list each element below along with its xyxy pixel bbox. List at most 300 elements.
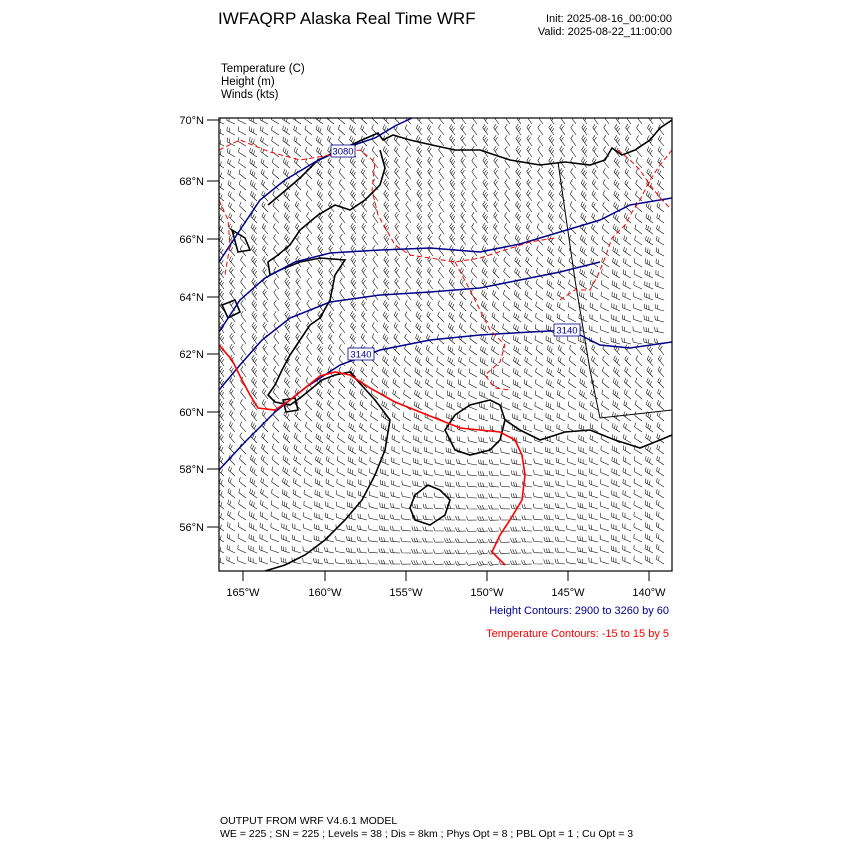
wind-barb <box>645 293 653 301</box>
wind-barb <box>230 388 235 399</box>
wind-barb <box>569 235 576 245</box>
wind-barb <box>416 114 422 125</box>
wind-barb <box>241 322 246 333</box>
wind-barb <box>448 323 455 333</box>
wind-barb <box>273 202 279 212</box>
wind-barb <box>327 445 335 454</box>
wind-barb <box>471 256 477 267</box>
wind-barb <box>566 525 576 531</box>
wind-barb <box>557 336 565 344</box>
wind-barb <box>403 412 411 421</box>
wind-barb <box>427 278 433 289</box>
wind-barb <box>505 190 510 201</box>
wind-barb <box>316 136 323 146</box>
wind-barb <box>656 247 664 256</box>
wind-barb <box>548 201 554 212</box>
wind-barb <box>483 223 489 234</box>
wind-barb <box>326 490 334 498</box>
wind-barb <box>524 379 532 388</box>
wind-barb <box>524 413 532 421</box>
wind-barb <box>535 402 543 410</box>
wind-barb <box>406 201 411 212</box>
wind-barb <box>567 503 576 509</box>
wind-barb <box>317 344 323 355</box>
wind-barb <box>634 247 642 256</box>
wind-barb <box>435 447 444 454</box>
wind-barb <box>547 279 554 289</box>
wind-barb <box>658 169 664 179</box>
wind-barb <box>538 179 543 190</box>
wind-barb <box>252 377 258 388</box>
wind-barb <box>535 379 543 388</box>
wind-barb <box>316 422 323 432</box>
wind-barb <box>305 115 312 124</box>
wind-barb <box>384 234 389 245</box>
wind-barb <box>546 379 554 388</box>
wind-barb <box>325 524 334 531</box>
wind-barb <box>217 181 224 191</box>
wind-barb <box>636 180 642 190</box>
wind-barb <box>645 456 653 465</box>
wind-barb <box>460 301 466 311</box>
wind-barb <box>346 536 356 542</box>
wind-barb <box>635 236 642 245</box>
wind-barb <box>634 534 642 542</box>
wind-barb <box>600 546 609 553</box>
wind-barb <box>316 125 323 135</box>
wind-barb <box>318 289 323 300</box>
wind-barb <box>274 300 279 311</box>
wind-barb <box>368 537 378 542</box>
wind-barb <box>658 135 664 146</box>
wind-barb <box>238 545 246 553</box>
wind-barb <box>513 402 521 410</box>
wind-barb <box>548 190 554 201</box>
wind-barb <box>272 455 279 465</box>
wind-barb <box>469 391 477 399</box>
wind-barb <box>635 378 642 388</box>
wind-barb <box>392 412 400 421</box>
wind-barb <box>580 280 588 289</box>
wind-barb <box>611 326 620 333</box>
wind-barb <box>549 157 554 168</box>
wind-barb <box>578 514 587 520</box>
wind-barb <box>491 368 499 377</box>
wind-barb <box>403 435 411 443</box>
wind-barb <box>658 113 664 124</box>
wind-barb <box>645 500 653 509</box>
wind-barb <box>405 334 411 344</box>
wind-barb <box>426 379 434 388</box>
wind-barb <box>634 304 643 311</box>
wind-barb <box>525 279 532 289</box>
wind-barb <box>283 147 290 157</box>
wind-barb <box>579 401 587 410</box>
wind-barb <box>477 561 488 566</box>
wind-barb <box>274 344 279 355</box>
wind-barb <box>371 367 378 377</box>
wind-barb <box>438 124 444 135</box>
wind-barb <box>603 168 609 179</box>
wind-barb <box>411 560 422 564</box>
wind-barb <box>544 559 554 564</box>
wind-barb <box>351 223 356 234</box>
wind-barb <box>228 191 235 201</box>
wind-barb <box>447 402 455 410</box>
wind-barb <box>533 538 543 543</box>
wind-barb <box>417 190 422 201</box>
wind-barb <box>252 300 257 311</box>
wind-barb <box>536 279 543 289</box>
wind-barb <box>505 146 510 157</box>
wind-barb <box>314 524 323 531</box>
wind-barb <box>327 400 334 410</box>
wind-barb <box>625 367 632 377</box>
wind-barb <box>405 289 411 300</box>
wind-barb <box>526 212 532 223</box>
wind-barb <box>303 558 312 564</box>
wind-barb <box>304 490 312 498</box>
wind-barb <box>589 524 598 531</box>
wind-barb <box>655 293 664 300</box>
wind-barb <box>592 202 598 212</box>
wind-barb <box>329 223 334 234</box>
wind-barb <box>591 367 598 377</box>
wind-barb <box>285 333 290 344</box>
wind-barb <box>262 433 268 443</box>
wind-barb <box>549 146 554 157</box>
wind-barb <box>361 311 367 322</box>
wind-barb <box>271 489 279 498</box>
wind-barb <box>645 270 653 278</box>
wind-barb <box>623 303 631 311</box>
wind-barb <box>635 213 642 223</box>
wind-barb <box>416 124 422 135</box>
wind-barb <box>227 137 235 146</box>
wind-barb <box>260 126 268 135</box>
wind-barb <box>590 291 598 300</box>
wind-barb <box>533 560 544 564</box>
wind-barb <box>590 435 598 443</box>
wind-barb <box>510 560 521 564</box>
wind-barb <box>250 489 257 498</box>
wind-barb <box>252 322 257 333</box>
wind-barb <box>461 234 466 245</box>
wind-barb <box>371 412 378 421</box>
wind-barb <box>380 480 389 487</box>
wind-barb <box>239 159 246 168</box>
coastline-peninsula <box>265 378 390 571</box>
wind-barb <box>567 514 577 520</box>
wind-barb <box>546 424 554 432</box>
wind-barb <box>455 550 466 554</box>
wind-barb <box>533 504 543 509</box>
wind-barb <box>516 157 521 168</box>
wind-barb <box>511 493 521 498</box>
wind-barb <box>424 470 433 476</box>
wind-barb <box>450 190 455 201</box>
wind-barb <box>372 334 378 345</box>
wind-barb <box>656 489 664 498</box>
wind-barb <box>395 190 400 201</box>
wind-barb <box>239 489 246 499</box>
wind-barb <box>472 135 477 146</box>
wind-barb <box>515 212 521 223</box>
wind-barb <box>537 224 543 235</box>
wind-barb <box>384 212 389 223</box>
wind-barb <box>282 512 290 520</box>
wind-barb <box>391 469 400 476</box>
wind-barb <box>326 456 334 465</box>
wind-barb <box>273 223 279 234</box>
wind-barb <box>346 559 356 564</box>
wind-barb <box>251 245 257 256</box>
wind-barb <box>549 124 554 135</box>
wind-barb <box>645 467 653 476</box>
wind-barb <box>304 501 312 509</box>
wind-barb <box>340 223 345 234</box>
wind-barb <box>329 311 334 322</box>
lat-tick-64: 64°N <box>179 292 204 304</box>
wind-barb <box>525 302 532 311</box>
wind-barb <box>438 267 444 278</box>
wind-barb <box>274 355 279 366</box>
wind-barb <box>340 289 345 300</box>
wind-barb <box>466 516 477 520</box>
wind-barb <box>390 526 400 531</box>
wind-barb <box>482 268 488 278</box>
wind-barb <box>382 367 389 377</box>
wind-barb <box>600 502 609 509</box>
wind-barb <box>656 478 664 487</box>
wind-barb <box>315 467 323 476</box>
wind-barb <box>591 356 598 366</box>
wind-barb <box>325 513 334 520</box>
wind-barb <box>379 537 389 542</box>
wind-barb <box>351 212 356 223</box>
wind-barb <box>511 527 522 531</box>
wind-barb <box>580 246 587 256</box>
wind-barb <box>450 157 455 168</box>
wind-barb <box>406 234 411 245</box>
wind-barb <box>417 201 422 212</box>
wind-barb <box>623 479 631 487</box>
wind-barb <box>494 157 499 168</box>
wind-barb <box>229 267 235 278</box>
wind-barb <box>483 135 488 146</box>
wind-barb <box>625 169 631 180</box>
wind-barb <box>296 311 301 322</box>
wind-barb <box>438 113 444 124</box>
wind-barb <box>317 180 323 191</box>
wind-barb <box>328 179 334 190</box>
wind-barb <box>556 481 565 487</box>
wind-barb <box>571 124 576 135</box>
wind-barb <box>545 458 554 465</box>
wind-barb <box>444 538 455 542</box>
coastline-seward <box>268 150 385 325</box>
wind-barb <box>580 390 588 399</box>
wind-barb <box>612 457 620 465</box>
wind-barb <box>416 301 422 312</box>
wind-barb <box>645 478 653 487</box>
wind-barb <box>503 290 510 300</box>
wind-barb <box>238 127 246 136</box>
wind-barb <box>535 425 543 433</box>
wind-barb <box>317 169 323 179</box>
wind-barb <box>360 400 367 410</box>
wind-barb <box>252 311 257 322</box>
wind-barb <box>433 538 444 542</box>
wind-barb <box>238 148 246 157</box>
wind-barb <box>415 356 422 366</box>
wind-barb <box>261 148 268 157</box>
wind-barb <box>381 469 389 477</box>
wind-barb <box>337 468 345 476</box>
wind-barb <box>655 327 665 333</box>
wind-barb <box>655 316 664 322</box>
contour-label-3140-east: 3140 <box>556 325 578 337</box>
wind-barb <box>492 312 499 322</box>
wind-barb <box>523 447 532 454</box>
wind-barb <box>623 556 631 564</box>
wind-barb <box>241 300 246 311</box>
wind-barb <box>295 191 301 202</box>
wind-barb <box>260 545 268 553</box>
wind-barb <box>340 267 345 278</box>
wind-barb <box>624 247 632 256</box>
wind-barb <box>239 500 246 509</box>
wind-barb <box>569 356 576 366</box>
wind-barb <box>239 477 246 487</box>
wind-barb <box>348 491 356 499</box>
wind-barb <box>339 378 345 388</box>
wind-barb <box>405 323 411 333</box>
wind-barb <box>503 279 510 289</box>
wind-barb <box>555 559 565 564</box>
wind-barb <box>445 516 455 520</box>
wind-barb <box>404 356 411 366</box>
wind-barb <box>238 522 246 531</box>
wind-barb <box>261 478 268 487</box>
wind-barb <box>525 290 532 300</box>
wind-barb <box>549 179 555 190</box>
wind-barb <box>229 433 235 444</box>
wind-barb <box>227 522 235 531</box>
wind-barb <box>613 235 620 245</box>
wind-barb <box>249 126 257 135</box>
wind-barb <box>241 366 246 377</box>
wind-barb <box>568 413 576 421</box>
wind-barb <box>483 212 488 223</box>
wind-barb <box>557 424 565 432</box>
wind-barb <box>383 114 389 124</box>
wind-barb <box>612 490 620 498</box>
wind-barb <box>417 146 423 157</box>
wind-barb <box>547 257 554 267</box>
wind-barb <box>657 202 664 212</box>
wind-barb <box>294 115 302 124</box>
wind-barb <box>480 380 488 388</box>
wind-barb <box>252 333 257 344</box>
wind-barb <box>285 234 291 245</box>
wind-barb <box>428 179 433 190</box>
wind-barb <box>613 401 620 410</box>
wind-barb <box>613 247 620 256</box>
wind-barb <box>456 516 467 520</box>
wind-barb <box>556 469 565 476</box>
wind-barb <box>412 526 422 531</box>
wind-barb <box>593 135 598 146</box>
footer-model: OUTPUT FROM WRF V4.6.1 MODEL <box>220 815 398 827</box>
wind-barb <box>284 366 290 377</box>
wind-barb <box>272 147 279 157</box>
wind-barb <box>251 213 257 223</box>
wind-barb <box>328 169 334 180</box>
lat-tick-68: 68°N <box>179 176 204 188</box>
wind-barb <box>368 548 378 553</box>
wind-barb <box>483 157 488 168</box>
wind-barb <box>369 514 378 520</box>
wind-barb <box>450 179 455 190</box>
contour-label-3140-west: 3140 <box>350 349 372 361</box>
wind-barb <box>229 213 235 223</box>
wind-barb <box>623 281 631 289</box>
wind-barb <box>500 493 510 498</box>
wind-barb <box>324 558 334 564</box>
wind-barb <box>483 168 488 179</box>
wind-barb <box>625 157 631 168</box>
wind-barb <box>658 367 664 378</box>
wind-barb <box>568 447 576 455</box>
wind-barb <box>295 201 301 212</box>
wind-barb <box>646 236 654 245</box>
wind-barb <box>315 513 323 521</box>
wind-barb <box>394 157 400 168</box>
wind-barb <box>271 546 280 553</box>
wind-barb <box>383 356 390 366</box>
wind-barb <box>613 258 621 267</box>
wind-barb <box>423 492 433 498</box>
wind-barb <box>516 190 521 201</box>
wind-barb <box>624 412 631 421</box>
wind-barb <box>327 434 334 443</box>
wind-barb <box>315 490 323 498</box>
wind-barb <box>230 278 236 289</box>
wind-barb <box>581 213 587 223</box>
wind-barb <box>306 201 312 212</box>
wind-barb <box>383 334 389 344</box>
wind-barb <box>522 515 532 520</box>
wind-barb <box>271 126 279 135</box>
wind-barb <box>546 413 554 421</box>
wind-barb <box>382 378 389 388</box>
wind-barb <box>406 190 411 201</box>
wind-barb <box>327 422 334 432</box>
wind-barb <box>227 556 235 564</box>
wind-barb <box>359 445 367 454</box>
wind-barb <box>260 115 268 124</box>
wind-barb <box>294 136 301 146</box>
wind-barb <box>456 470 466 476</box>
wind-barb <box>412 538 422 542</box>
wind-barb <box>450 201 455 212</box>
lat-tick-62: 62°N <box>179 349 204 361</box>
wind-barb <box>349 114 356 124</box>
wind-barb <box>305 445 312 455</box>
wind-barb <box>480 357 488 366</box>
wind-barb <box>273 234 279 245</box>
